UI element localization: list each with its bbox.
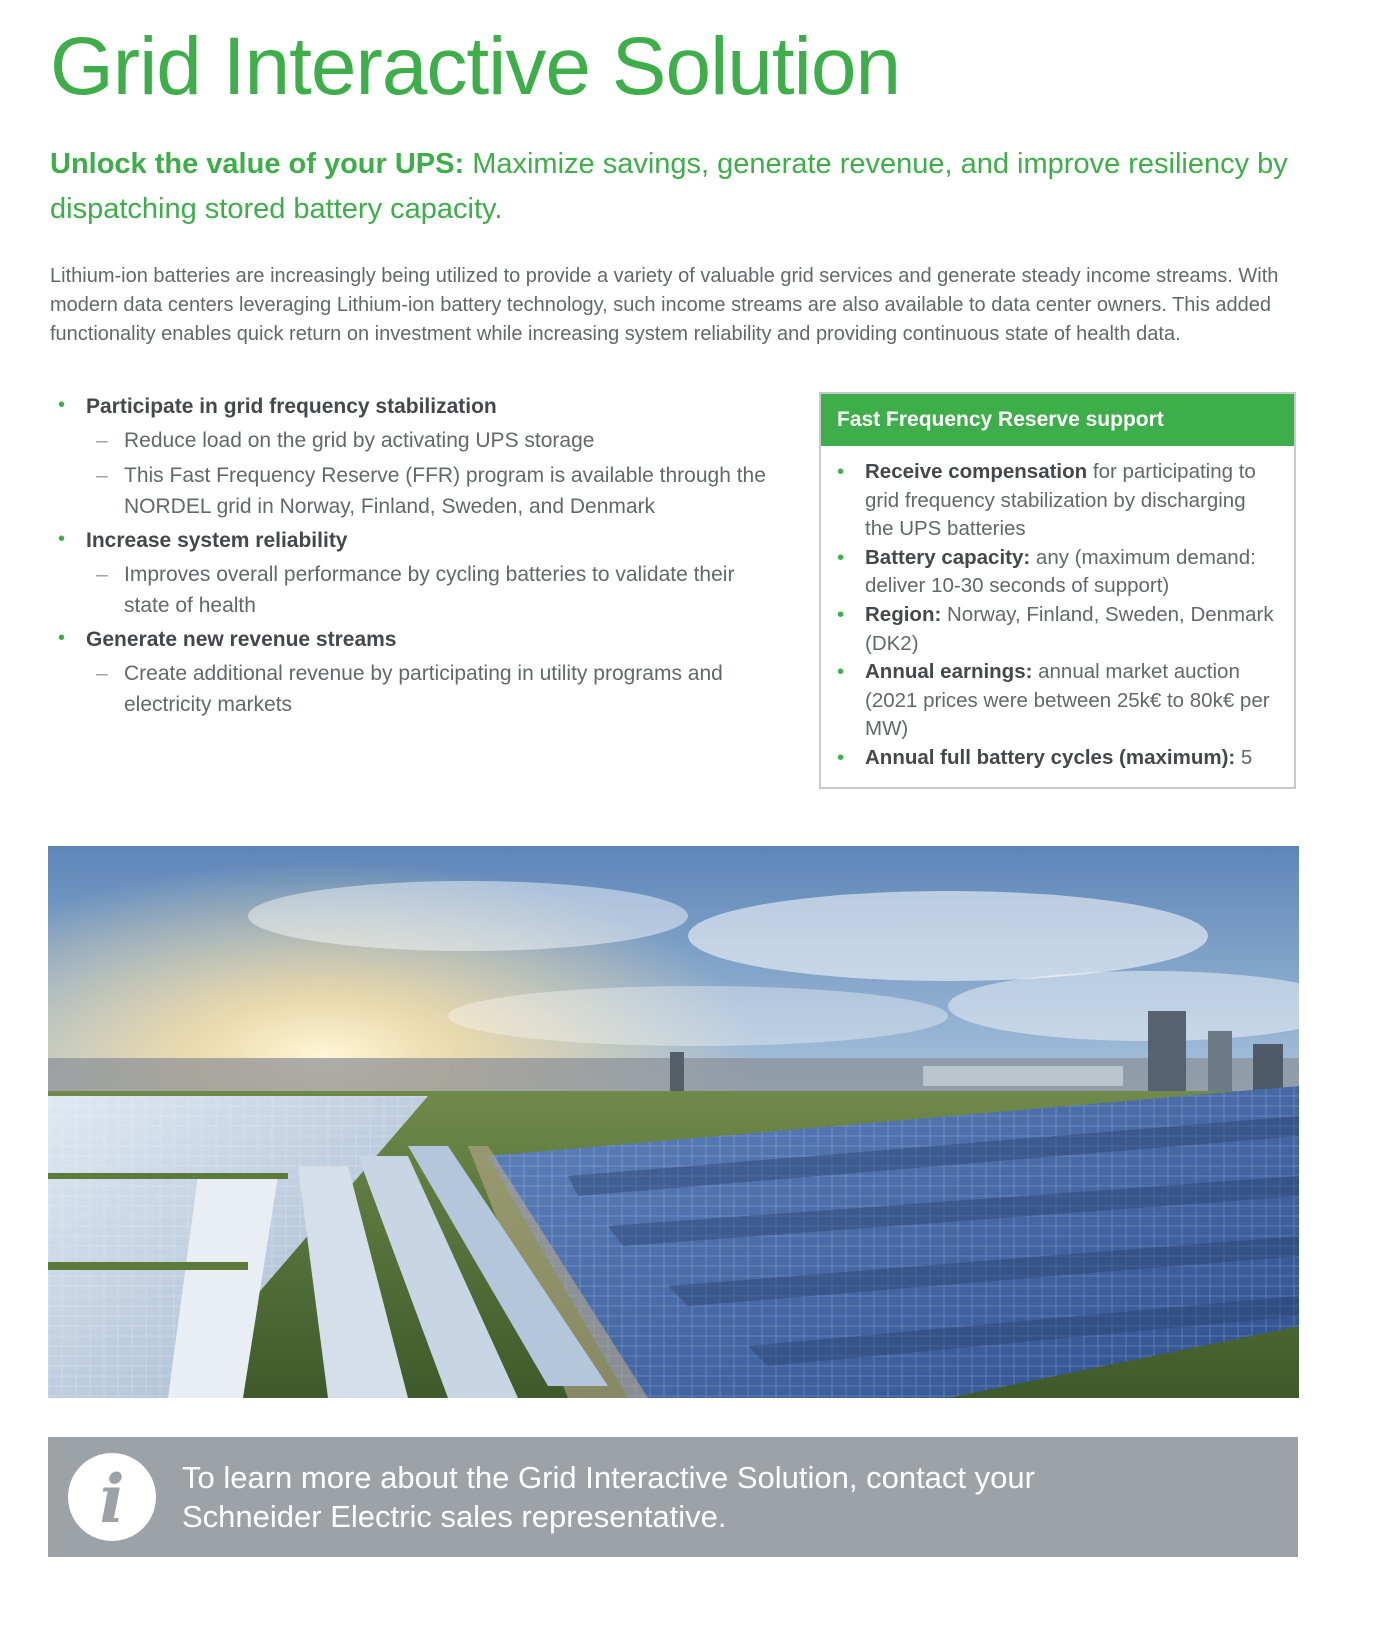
benefit-sub-list <box>86 559 778 621</box>
subtitle <box>50 142 1340 232</box>
ffr-item-text: 5 <box>1235 745 1253 769</box>
dash-icon: – <box>96 563 108 586</box>
benefit-sub-item <box>86 658 778 720</box>
benefit-title: Increase system reliability <box>86 529 348 552</box>
benefits-list <box>58 392 778 724</box>
benefit-sub-text: Reduce load on the grid by activating UPS storage <box>124 429 595 452</box>
benefit-sub-item <box>86 559 778 621</box>
bullet-icon: • <box>58 394 66 416</box>
info-icon: i <box>68 1453 156 1541</box>
intro-paragraph: Lithium-ion batteries are increasingly being utilized to provide a variety of valuable grid services and generate steady income streams. With modern data centers leveraging Lithium-ion battery technology, such income streams are also available to data center owners. This added functionality enables quick return on investment while increasing system reliability and providing continuous state of health data. <box>50 265 1279 345</box>
benefit-item <box>58 526 778 621</box>
benefit-sub-item <box>86 460 778 522</box>
ffr-item-label: Annual earnings: <box>865 660 1033 684</box>
ffr-item-text: for participating to grid frequency stabilization by discharging the UPS batteries <box>865 460 1256 541</box>
contact-banner <box>48 1437 1298 1557</box>
bullet-icon: • <box>58 627 66 649</box>
contact-line-1: To learn more about the Grid Interactive Solution, contact your <box>182 1460 1035 1495</box>
benefit-title: Generate new revenue streams <box>86 628 397 651</box>
ffr-item-text: annual market auction (2021 prices were between 25k€ to 80k€ per MW) <box>865 660 1270 741</box>
bullet-icon: • <box>837 545 845 569</box>
dash-icon: – <box>96 464 108 487</box>
contact-line-2: Schneider Electric sales representative. <box>182 1499 727 1534</box>
ffr-item-label: Region: <box>865 602 942 626</box>
subtitle-lead: Unlock the value of your UPS: <box>50 148 465 180</box>
bullet-icon: • <box>837 745 845 769</box>
ffr-item-label: Annual full battery cycles (maximum): <box>865 745 1236 769</box>
benefit-sub-item <box>86 425 778 456</box>
bullet-icon: • <box>837 602 845 626</box>
ffr-item <box>837 658 1278 744</box>
bullet-icon: • <box>837 460 845 483</box>
dash-icon: – <box>96 662 108 685</box>
ffr-item-text: Norway, Finland, Sweden, Denmark (DK2) <box>865 602 1274 655</box>
benefit-item <box>58 625 778 720</box>
ffr-box-heading: Fast Frequency Reserve support <box>821 394 1294 446</box>
dash-icon: – <box>96 429 108 452</box>
contact-text <box>182 1458 1035 1536</box>
ffr-list <box>821 446 1294 773</box>
benefit-title: Participate in grid frequency stabilization <box>86 395 497 418</box>
ffr-item-label: Receive compensation <box>865 460 1088 483</box>
bullet-icon: • <box>58 528 66 550</box>
benefit-sub-text: This Fast Frequency Reserve (FFR) program is available through the NORDEL grid in Norway, Finland, Sweden, and Denmark <box>124 464 766 518</box>
ffr-item <box>837 458 1278 544</box>
benefit-sub-text: Improves overall performance by cycling batteries to validate their state of health <box>124 563 735 617</box>
ffr-support-box <box>819 392 1296 789</box>
ffr-item <box>837 744 1278 773</box>
benefit-item <box>58 392 778 522</box>
page-title: Grid Interactive Solution <box>50 21 901 112</box>
ffr-item <box>837 544 1278 601</box>
ffr-item <box>837 601 1278 658</box>
benefit-sub-list <box>86 658 778 720</box>
benefit-sub-list <box>86 425 778 522</box>
benefit-sub-text: Create additional revenue by participating in utility programs and electricity markets <box>124 662 723 716</box>
solar-farm-photo <box>48 846 1299 1398</box>
bullet-icon: • <box>837 660 845 684</box>
ffr-item-text: any (maximum demand: deliver 10-30 seconds of support) <box>865 545 1256 598</box>
ffr-item-label: Battery capacity: <box>865 545 1031 569</box>
subtitle-rest: Maximize savings, generate revenue, and improve resiliency by dispatching stored battery capacity. <box>50 148 1288 225</box>
